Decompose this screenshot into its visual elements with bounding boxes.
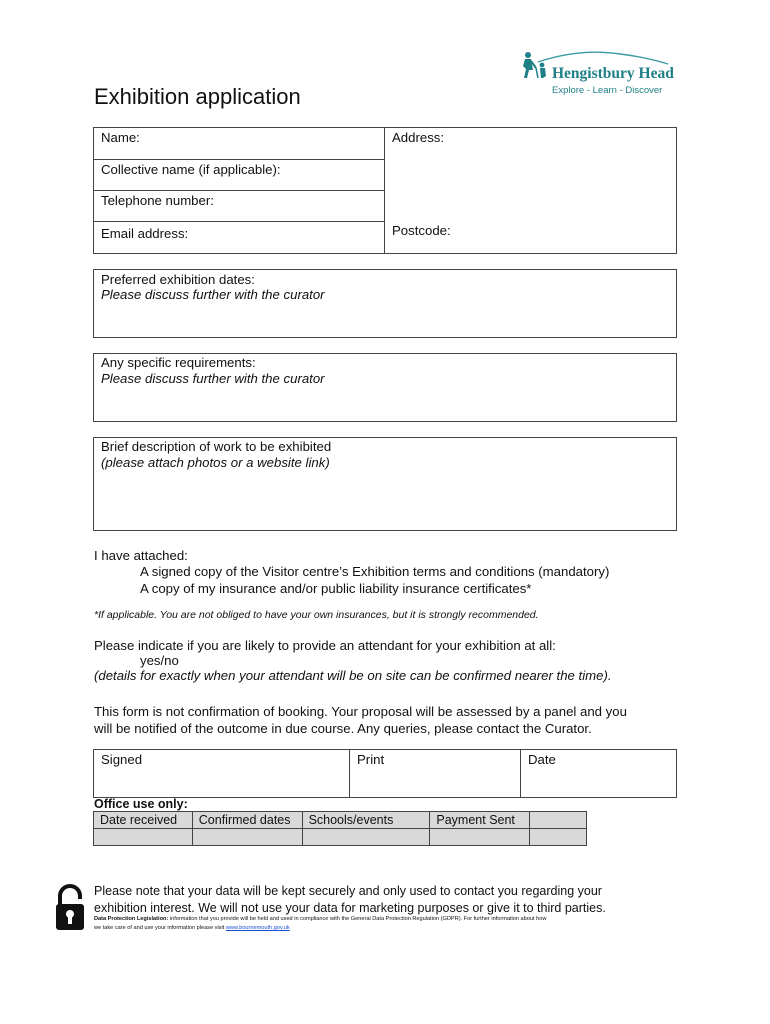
cell-schools-events[interactable] — [302, 829, 430, 846]
logo — [520, 48, 674, 100]
signed-field[interactable]: Signed — [101, 752, 143, 767]
attached-item-terms: A signed copy of the Visitor centre’s Exhibition terms and conditions (mandatory) — [140, 564, 610, 579]
page-title: Exhibition application — [94, 84, 301, 109]
divider — [93, 221, 385, 222]
legal-text: information that you provide will be held and used in compliance with the General Data Protection Regulation (GDPR). For further information about how — [168, 916, 547, 922]
attendant-details: (details for exactly when your attendant will be on site can be confirmed nearer the time). — [94, 668, 612, 683]
logo-name: Hengistbury Head — [552, 65, 674, 82]
description-label: Brief description of work to be exhibited — [101, 439, 332, 454]
attendant-options[interactable]: yes/no — [140, 653, 179, 668]
divider — [93, 159, 385, 160]
privacy-line-1: Please note that your data will be kept securely and only used to contact you regarding your — [94, 884, 602, 898]
col-blank — [530, 812, 587, 829]
telephone-field[interactable]: Telephone number: — [101, 193, 214, 208]
table-row — [94, 812, 587, 829]
confirmation-line-1: This form is not confirmation of booking. Your proposal will be assessed by a panel and you — [94, 704, 627, 719]
padlock-icon — [55, 884, 85, 932]
collective-name-field[interactable]: Collective name (if applicable): — [101, 162, 281, 177]
table-row — [94, 829, 587, 846]
col-date-received: Date received — [94, 812, 193, 829]
privacy-line-2: exhibition interest. We will not use your data for marketing purposes or give it to third parties. — [94, 901, 606, 915]
postcode-field[interactable]: Postcode: — [392, 223, 451, 238]
office-use-table — [93, 811, 587, 846]
attached-item-insurance: A copy of my insurance and/or public liability insurance certificates* — [140, 581, 532, 596]
insurance-footnote: *If applicable. You are not obliged to have your own insurances, but it is strongly recommended. — [94, 609, 539, 621]
print-field[interactable]: Print — [357, 752, 385, 767]
date-field[interactable]: Date — [528, 752, 556, 767]
office-use-heading: Office use only: — [94, 797, 188, 811]
legal-line-2 — [94, 924, 290, 933]
cell-date-received[interactable] — [94, 829, 193, 846]
address-field[interactable]: Address: — [392, 130, 445, 145]
preferred-dates-label: Preferred exhibition dates: — [101, 272, 255, 287]
requirements-label: Any specific requirements: — [101, 355, 256, 370]
cell-confirmed-dates[interactable] — [192, 829, 302, 846]
col-schools-events: Schools/events — [302, 812, 430, 829]
email-field[interactable]: Email address: — [101, 226, 189, 241]
legal-title: Data Protection Legislation: — [94, 916, 169, 922]
divider — [349, 749, 350, 798]
col-payment-sent: Payment Sent — [430, 812, 530, 829]
logo-tagline: Explore - Learn - Discover — [552, 85, 663, 96]
legal-text-2: we take care of and use your information please visit — [94, 925, 226, 931]
attendant-question: Please indicate if you are likely to provide an attendant for your exhibition at all: — [94, 638, 556, 653]
attached-heading: I have attached: — [94, 548, 188, 563]
cell-blank[interactable] — [530, 829, 587, 846]
signature-box — [93, 749, 677, 798]
col-confirmed-dates: Confirmed dates — [192, 812, 302, 829]
bournemouth-link[interactable]: www.bournemouth.gov.uk — [225, 925, 290, 931]
preferred-dates-hint: Please discuss further with the curator — [101, 287, 325, 302]
legal-line-1 — [94, 915, 546, 924]
name-field[interactable]: Name: — [101, 130, 140, 145]
description-hint: (please attach photos or a website link) — [101, 455, 330, 470]
divider — [93, 190, 385, 191]
cell-payment-sent[interactable] — [430, 829, 530, 846]
requirements-hint: Please discuss further with the curator — [101, 371, 325, 386]
divider — [520, 749, 521, 798]
confirmation-line-2: will be notified of the outcome in due course. Any queries, please contact the Curator. — [94, 721, 592, 736]
